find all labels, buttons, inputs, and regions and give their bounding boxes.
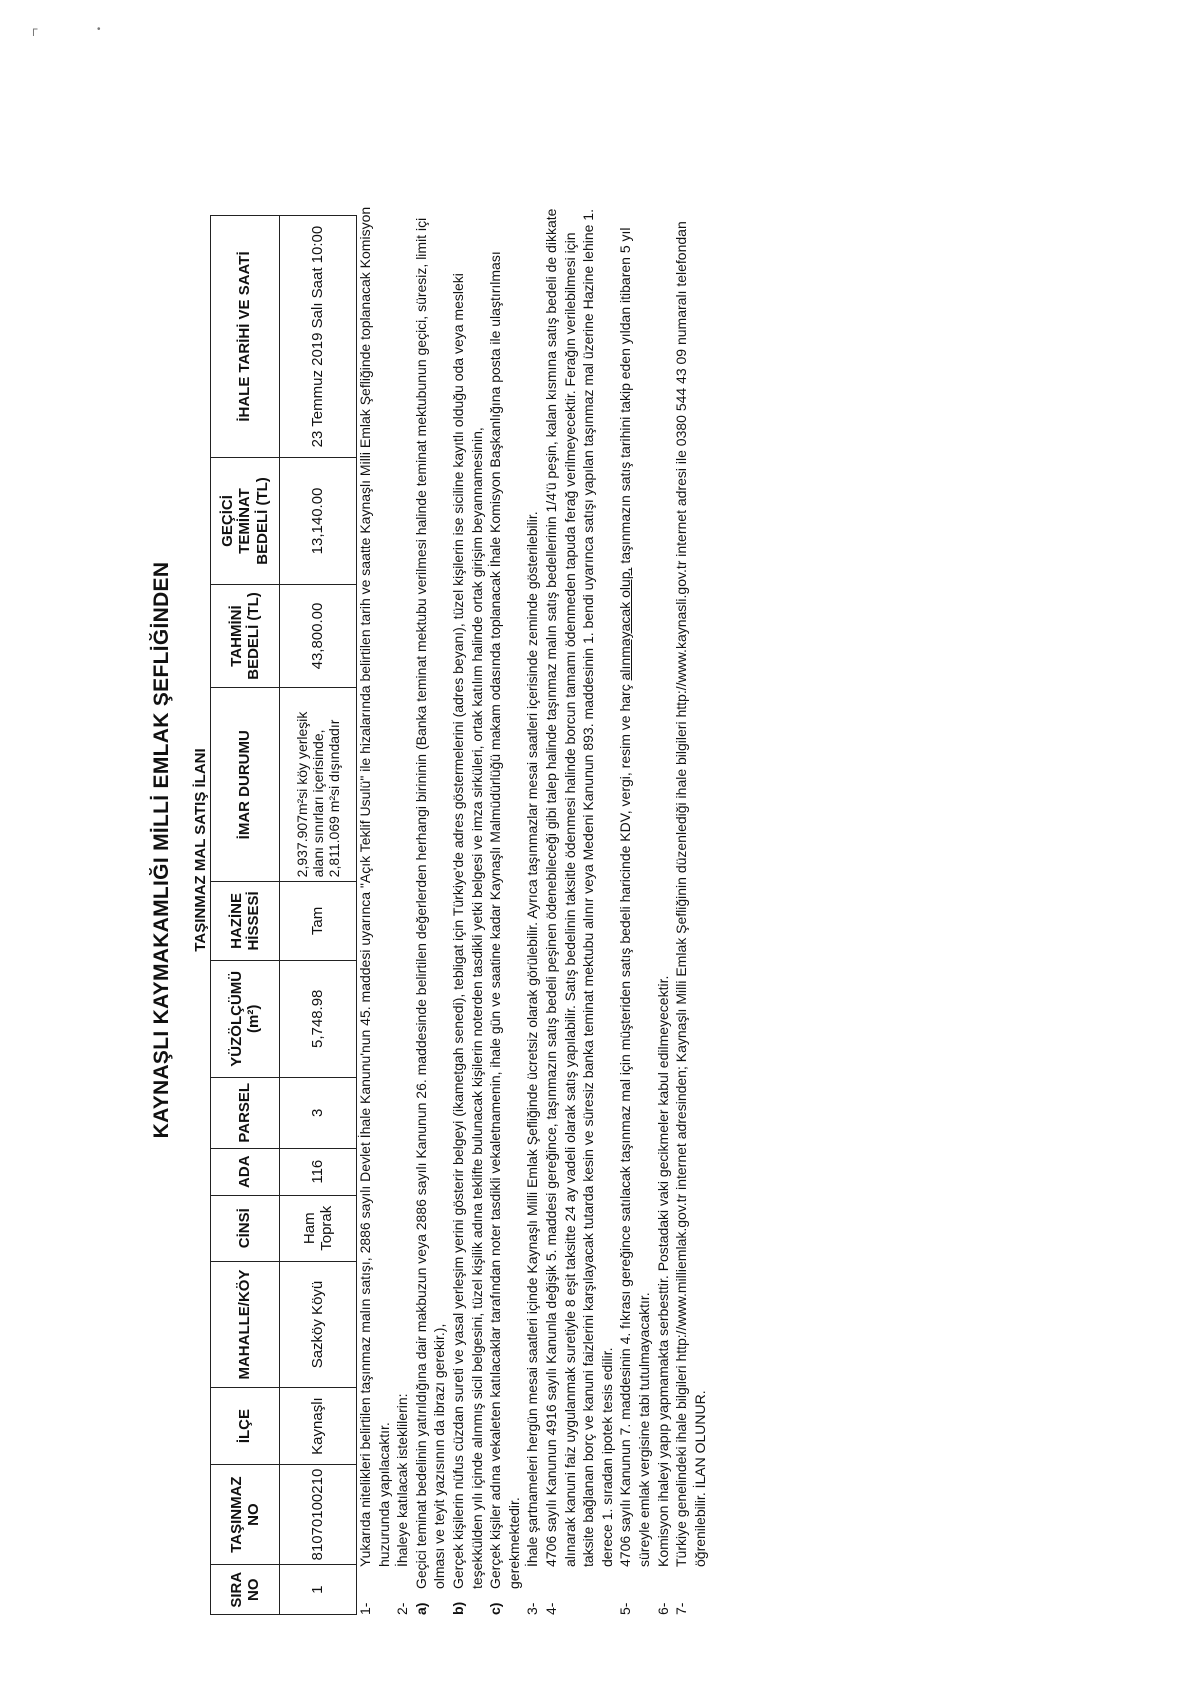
note-number: 1- <box>357 1602 373 1615</box>
note-2b <box>449 205 486 1615</box>
notes-section <box>356 205 709 1615</box>
header-gecici-teminat: GEÇİCİ TEMİNAT BEDELİ (TL) <box>211 458 280 585</box>
cell-ihale-tarihi: 23 Temmuz 2019 Salı Saat 10:00 <box>280 216 357 458</box>
corner-mark-left: ᒥ <box>32 28 38 39</box>
note-number: 5- <box>617 1602 634 1615</box>
header-ilce: İLÇE <box>211 1388 280 1464</box>
note-text <box>616 205 653 1567</box>
note-2c <box>486 205 523 1615</box>
note-number: 4- <box>542 1602 559 1615</box>
cell-mahalle-koy: Sazköy Köyü <box>280 1261 357 1388</box>
sub-label: c) <box>487 1602 504 1615</box>
note-5-part-1: 4706 sayılı Kanunun 7. maddesinin 4. fıkrası gereğince satılacak taşınmaz mal için müşteriden satış bedeli haricinde KDV, vergi, resim ve harç <box>617 680 634 1567</box>
header-cinsi: CİNSİ <box>211 1195 280 1261</box>
note-text: Komisyon ihaleyi yapıp yapmamakta serbesttir. Postadaki vaki gecikmeler kabul edilmeyecektir. <box>654 975 671 1567</box>
cell-tahmini-bedeli: 43,800.00 <box>280 584 357 687</box>
header-mahalle-koy: MAHALLE/KÖY <box>211 1261 280 1388</box>
sub-label: b) <box>449 1601 466 1615</box>
note-3 <box>523 205 542 1615</box>
header-tahmini-bedeli: TAHMİNİ BEDELİ (TL) <box>211 584 280 687</box>
header-imar-durumu: İMAR DURUMU <box>211 688 280 882</box>
cell-parsel: 3 <box>280 1078 357 1149</box>
header-parsel: PARSEL <box>211 1078 280 1149</box>
header-sira-no: SIRA NO <box>211 1565 280 1615</box>
cell-imar-durumu: 2,937.907m²si köy yerleşik alanı sınırları içerisinde, 2,811.069 m²si dışındadır <box>280 688 357 882</box>
note-1 <box>356 205 393 1615</box>
header-tasinmaz-no: TAŞINMAZ NO <box>211 1464 280 1565</box>
note-5 <box>616 205 653 1615</box>
property-table <box>210 215 357 1615</box>
page-title: KAYNAŞLI KAYMAKAMLIĞI MİLLİ EMLAK ŞEFLİĞİNDEN <box>150 561 173 1139</box>
table-row <box>280 216 357 1615</box>
rotated-document <box>150 50 750 1650</box>
sub-label: a) <box>412 1602 429 1615</box>
note-5-part-2: taşınmazın satış tarihini takip eden yıldan itibaren 5 yıl süreyle emlak vergisine tabi tutulmayacaktır. <box>617 227 652 1567</box>
cell-cinsi: Ham Toprak <box>280 1195 357 1261</box>
note-text: Türkiye genelindeki ihale bilgileri http://www.milliemlak.gov.tr internet adresinden; Kaynaşlı Milli Emlak Şefliğinin düzenlediği ihale bilgileri http://www.kaynasli.gov.tr internet adresi ile 0380 544 43 09 numaralı telefondan öğrenilebilir. İLAN OLUNUR. <box>673 221 708 1567</box>
cell-sira-no: 1 <box>280 1565 357 1615</box>
note-text: Yukarıda nitelikleri belirtilen taşınmaz malın satışı, 2886 sayılı Devlet İhale Kanunu'nun 45. maddesi uyarınca "Açık Teklif Usulü" ile hizalarında belirtilen tarih ve saatte Kaynaşlı Milli Emlak Şefliğinde toplanacak Komisyon huzurunda yapılacaktır. <box>357 206 392 1567</box>
note-4 <box>542 205 616 1615</box>
header-ihale-tarihi: İHALE TARİHİ VE SAATİ <box>211 216 280 458</box>
note-number: 3- <box>524 1602 541 1615</box>
note-2a <box>412 205 449 1615</box>
note-2 <box>393 205 412 1615</box>
header-ada: ADA <box>211 1148 280 1195</box>
note-number: 6- <box>654 1602 671 1615</box>
note-number: 7- <box>673 1602 690 1615</box>
note-text: İhaleye katılacak isteklilerin: <box>394 1393 411 1567</box>
cell-hazine-hissesi: Tam <box>280 882 357 960</box>
note-text: 4706 sayılı Kanunun 4916 sayılı Kanunla değişik 5. maddesi gereğince, taşınmazın satış bedeli peşinen ödenebileceği gibi talep halinde taşınmaz malın satış bedellerinin 1/4'ü peşin, kalan kısmına satış bedeli de dikkate alınarak kanuni faiz uygulanmak suretiyle 8 eşit taksitte 24 ay vadeli olarak satış yapılabilir. Satış bedelinin taksitle ödenmesi halinde borcun tamamı ödenmeden tapuda ferağ verilmeyecektir. Ferağın verilebilmesi için taksite bağlanan borç ve kanuni faizlerini karşılayacak tutarda kesin ve süresiz banka teminat mektubu alınır veya Medeni Kanunun 893. maddesinin 1. bendi uyarınca satışı yapılan taşınmaz mal üzerine Hazine lehine 1. derece 1. sıradan ipotek tesis edilir. <box>542 208 615 1567</box>
note-text: Gerçek kişilerin nüfus cüzdan sureti ve yasal yerleşim yerini gösterir belgeyi (ikametgah senedi), tebligat için Türkiye'de adres göstermelerini (adres beyanı), tüzel kişilerin ise siciline kayıtlı olduğu oda veya mesleki teşekkülden yılı içinde alınmış sicil belgesini, tüzel kişilik adına teklifte bulunacak kişilerin noterden tasdikli yetki belgesi ve imza sirküleri, ortak katılım halinde ortak girişim beyannamesinin, <box>449 273 485 1589</box>
corner-mark-right: • <box>97 24 101 35</box>
table-header-row <box>211 216 280 1615</box>
note-text: Gerçek kişiler adına vekaleten katılacaklar tarafından noter tasdikli vekaletnamenin, ihale gün ve saatine kadar Kaynaşlı Malmüdürlüğü makam odasında toplanacak İhale Komisyon Başkanlığına posta ile ulaştırılması gerekmektedir. <box>487 251 522 1589</box>
header-yuzolcumu: YÜZÖLÇÜMÜ (m²) <box>211 960 280 1077</box>
note-5-underlined: alınmayacak olup, <box>617 567 634 681</box>
note-6 <box>654 205 673 1615</box>
cell-ilce: Kaynaşlı <box>280 1388 357 1464</box>
cell-tasinmaz-no: 81070100210 <box>280 1464 357 1565</box>
note-text: Geçici teminat bedelinin yatırıldığına dair makbuzun veya 2886 sayılı Kanunun 26. maddesinde belirtilen değerlerden herhangi birininin (Banka teminat mektubu verilmesi halinde teminat mektubunun geçici, süresiz, limit içi olması ve teyit yazısının da ibrazı gerekir.), <box>412 217 448 1589</box>
note-7 <box>672 205 709 1615</box>
cell-ada: 116 <box>280 1148 357 1195</box>
header-hazine-hissesi: HAZİNE HİSSESİ <box>211 882 280 960</box>
page-subtitle: TAŞINMAZ MAL SATIŞ İLANI <box>192 748 209 952</box>
cell-gecici-teminat: 13,140.00 <box>280 458 357 585</box>
cell-yuzolcumu: 5,748.98 <box>280 960 357 1077</box>
note-text: İhale şartnameleri hergün mesai saatleri içinde Kaynaşlı Milli Emlak Şefliğinde ücretsiz olarak görülebilir. Ayrıca taşınmazlar mesai saatleri içerisinde zeminde gösterilebilir. <box>524 511 541 1567</box>
note-number: 2- <box>394 1602 411 1615</box>
